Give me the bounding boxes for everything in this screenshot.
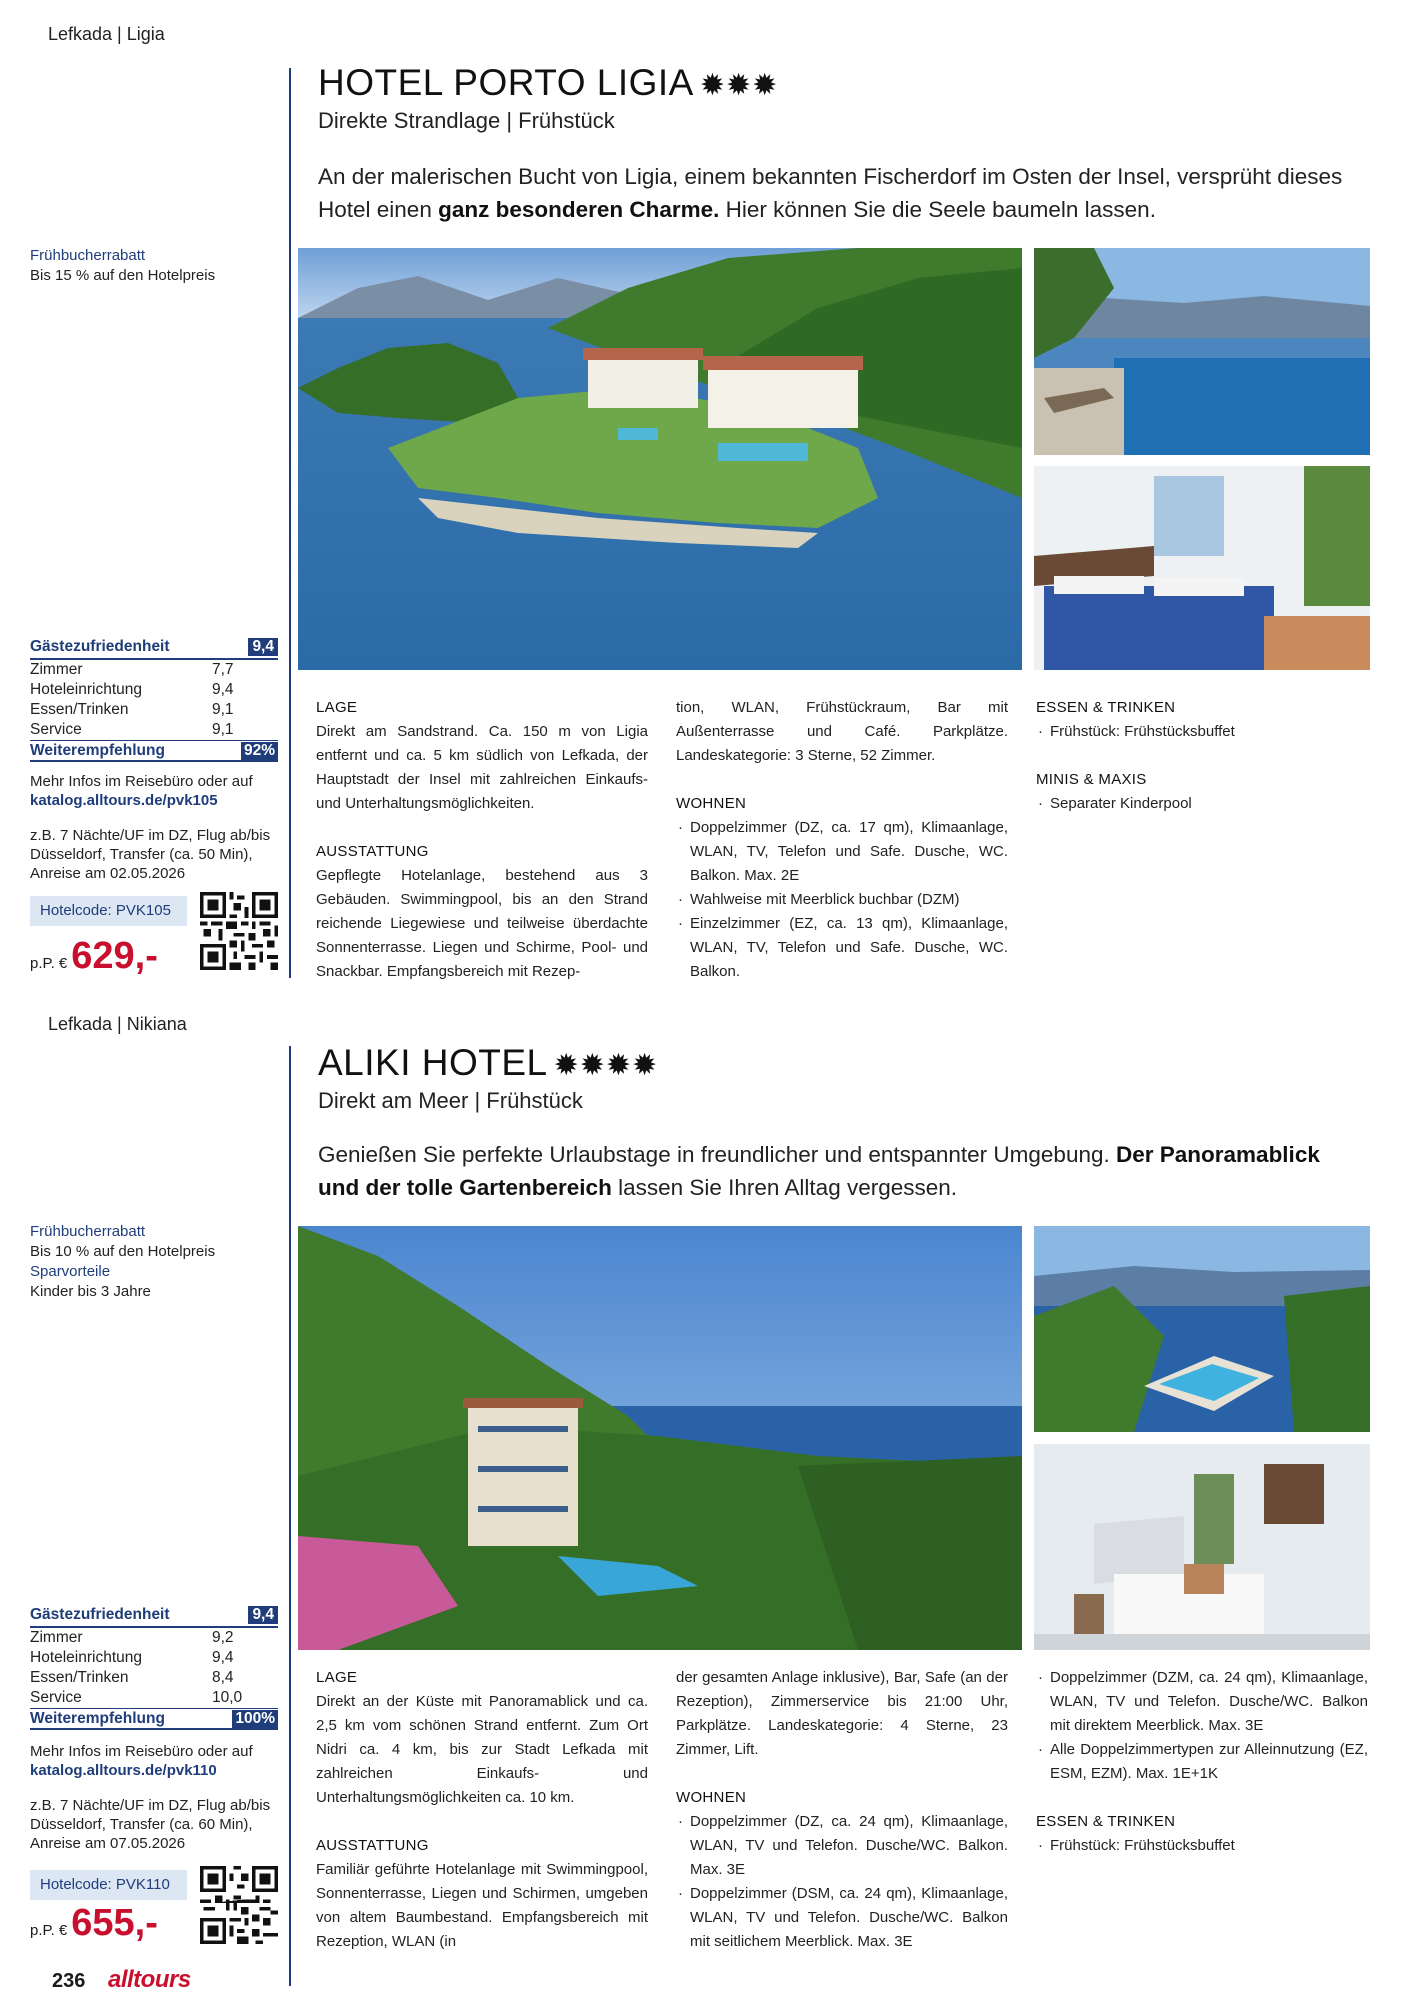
rating-row: Essen/Trinken 9,1 [30,701,234,718]
hotel-subtitle: Direkt am Meer | Frühstück [318,1088,583,1113]
rating-row: Hoteleinrichtung 9,4 [30,681,234,698]
early-booking-label: Frühbucherrabatt [30,1223,146,1240]
hotel-main-photo [298,1226,1022,1650]
price-value: 655,- [71,1902,158,1944]
rating-title: Gästezufriedenheit [30,1606,170,1623]
list-item: · Wahlweise mit Meerblick buchbar (DZM) [676,888,1008,912]
region-label: Lefkada | Ligia [48,24,165,44]
hotel-section-porto-ligia [0,0,1414,990]
pool-photo [1034,248,1370,455]
text-column-3: ESSEN & TRINKEN · Frühstück: Frühstücksbuffet MINIS & MAXIS · Separater Kinderpool [1036,696,1368,816]
price-prefix: p.P. € [30,955,68,972]
list-item: · Doppelzimmer (DZ, ca. 24 qm), Klimaanlage, WLAN, TV und Telefon. Dusche/WC. Balkon. Max. 3E [676,1810,1008,1882]
brand-logo: alltours [108,1966,191,1993]
text-column-1: LAGE Direkt an der Küste mit Panoramablick und ca. 2,5 km vom schönen Strand entfernt. Zum Ort Nidri ca. 4 km, bis zur Stadt Lefkada mit zahlreichen Einkaufs- und Unterhaltungsmöglichkeiten ca. 10 km. AUSSTATTUNG Familiär geführte Hotelanlage mit Swimmingpool, Sonnenterrasse, Liegen und Schirmen, umgeben von altem Baumbestand. Empfangsbereich mit Rezeption, WLAN (in [316,1669,648,1950]
early-booking-text: Bis 15 % auf den Hotelpreis [30,267,216,284]
rating-score: 9,4 [248,1606,278,1624]
star-rating: ✹✹✹ [699,69,779,102]
qr-code-icon[interactable] [200,892,278,970]
recommendation-value: 92% [241,742,278,760]
rating-row: Zimmer 9,2 [30,1629,234,1646]
early-booking-text: Bis 10 % auf den Hotelpreis [30,1243,216,1260]
star-rating: ✹✹✹✹ [553,1049,659,1082]
savings-text: Kinder bis 3 Jahre [30,1283,151,1300]
text-column-3: · Doppelzimmer (DZM, ca. 24 qm), Klimaanlage, WLAN, TV und Telefon. Dusche/WC. Balkon mit direktem Meerblick. Max. 3E · Alle Doppelzimmertypen zur Alleinnutzung (EZ, ESM, EZM). Max. 1E+1K ESSEN & TRINKEN · Frühstück: Frühstücksbuffet [1036,1666,1368,1858]
hotel-intro: An der malerischen Bucht von Ligia, einem bekannten Fischerdorf im Osten der Insel, versprüht dieses Hotel einen ganz besonderen Charme. Hier können Sie die Seele baumeln lassen. [318,164,1343,222]
rating-row: Essen/Trinken 8,4 [30,1669,234,1686]
more-info: Mehr Infos im Reisebüro oder auf katalog.alltours.de/pvk105 [30,772,280,810]
early-booking-label: Frühbucherrabatt [30,247,146,264]
rating-row: Service 10,0 [30,1689,243,1706]
price-prefix: p.P. € [30,1922,68,1939]
hotel-code: Hotelcode: PVK110 [30,1870,187,1900]
list-item: · Alle Doppelzimmertypen zur Alleinnutzung (EZ, ESM, EZM). Max. 1E+1K [1036,1738,1368,1786]
hotel-title: ALIKI HOTEL ✹✹✹✹ [318,1042,659,1083]
list-item: · Einzelzimmer (EZ, ca. 13 qm), Klimaanlage, WLAN, TV, Telefon und Safe. Dusche, WC. Balkon. [676,912,1008,984]
room-photo [1034,1444,1370,1650]
guest-rating-box [30,636,278,762]
list-item: · Doppelzimmer (DSM, ca. 24 qm), Klimaanlage, WLAN, TV und Telefon. Dusche/WC. Balkon mit seitlichem Meerblick. Max. 3E [676,1882,1008,1954]
hotel-intro: Genießen Sie perfekte Urlaubstage in freundlicher und entspannter Umgebung. Der Panoramablick und der tolle Gartenbereich lassen Sie Ihren Alltag vergessen. [318,1142,1320,1200]
hotel-code: Hotelcode: PVK105 [30,896,187,926]
pool-photo [1034,1226,1370,1432]
catalog-link[interactable]: katalog.alltours.de/pvk105 [30,792,218,809]
list-item: · Doppelzimmer (DZM, ca. 24 qm), Klimaanlage, WLAN, TV und Telefon. Dusche/WC. Balkon mit direktem Meerblick. Max. 3E [1036,1666,1368,1738]
price-box [30,935,158,978]
qr-code-icon[interactable] [200,1866,278,1944]
divider-line [289,68,291,978]
guest-rating-box [30,1604,278,1730]
list-item: · Frühstück: Frühstücksbuffet [1036,1834,1368,1858]
hotel-section-aliki [0,990,1414,2000]
price-example: z.B. 7 Nächte/UF im DZ, Flug ab/bis Düsseldorf, Transfer (ca. 50 Min), Anreise am 02.05.2026 [30,827,271,882]
rating-row: Hoteleinrichtung 9,4 [30,1649,234,1666]
page-number: 236 [52,1970,86,1992]
room-photo [1034,466,1370,670]
rating-title: Gästezufriedenheit [30,638,170,655]
text-column-2: der gesamten Anlage inklusive), Bar, Safe (an der Rezeption), Zimmerservice bis 21:00 Uhr, Parkplätze. Landeskategorie: 4 Sterne, 23 Zimmer, Lift. WOHNEN · Doppelzimmer (DZ, ca. 24 qm), Klimaanlage, WLAN, TV und Telefon. Dusche/WC. Balkon. Max. 3E · Doppelzimmer (DSM, ca. 24 qm), Klimaanlage, WLAN, TV und Telefon. Dusche/WC. Balkon mit seitlichem Meerblick. Max. 3E [676,1666,1008,1954]
catalog-link[interactable]: katalog.alltours.de/pvk110 [30,1762,217,1779]
price-value: 629,- [71,935,158,977]
recommendation-label: Weiterempfehlung [30,1709,165,1727]
early-booking-box [30,246,280,286]
savings-label: Sparvorteile [30,1263,111,1280]
price-example: z.B. 7 Nächte/UF im DZ, Flug ab/bis Düsseldorf, Transfer (ca. 60 Min), Anreise am 07.05.2026 [30,1797,271,1852]
region-label: Lefkada | Nikiana [48,1014,187,1034]
early-booking-box [30,1222,280,1302]
list-item: · Frühstück: Frühstücksbuffet [1036,720,1368,744]
list-item: · Separater Kinderpool [1036,792,1368,816]
text-column-1: LAGE Direkt am Sandstrand. Ca. 150 m von Ligia entfernt und ca. 5 km südlich von Lefkada, der Hauptstadt der Insel mit zahlreichen Einkaufs- und Unterhaltungsmöglichkeiten. AUSSTATTUNG Gepflegte Hotelanlage, bestehend aus 3 Gebäuden. Swimmingpool, bis an den Strand reichende Liegewiese und teilweise überdachte Sonnenterrasse. Liegen und Schirme, Pool- und Snackbar. Empfangsbereich mit Rezep- [316,699,648,980]
more-info: Mehr Infos im Reisebüro oder auf katalog.alltours.de/pvk110 [30,1742,280,1780]
divider-line [289,1046,291,1986]
list-item: · Doppelzimmer (DZ, ca. 17 qm), Klimaanlage, WLAN, TV, Telefon und Safe. Dusche, WC. Balkon. Max. 2E [676,816,1008,888]
hotel-main-photo [298,248,1022,670]
price-box [30,1902,158,1945]
text-column-2: tion, WLAN, Frühstückraum, Bar mit Außenterrasse und Café. Parkplätze. Landeskategorie: 3 Sterne, 52 Zimmer. WOHNEN · Doppelzimmer (DZ, ca. 17 qm), Klimaanlage, WLAN, TV, Telefon und Safe. Dusche, WC. Balkon. Max. 2E · Wahlweise mit Meerblick buchbar (DZM) · Einzelzimmer (EZ, ca. 13 qm), Klimaanlage, WLAN, TV, Telefon und Safe. Dusche, WC. Balkon. [676,696,1008,984]
hotel-title: HOTEL PORTO LIGIA ✹✹✹ [318,62,779,103]
recommendation-label: Weiterempfehlung [30,741,165,759]
rating-row: Service 9,1 [30,721,234,738]
hotel-subtitle: Direkte Strandlage | Frühstück [318,108,615,133]
recommendation-value: 100% [232,1710,278,1728]
rating-score: 9,4 [248,638,278,656]
rating-row: Zimmer 7,7 [30,661,234,678]
